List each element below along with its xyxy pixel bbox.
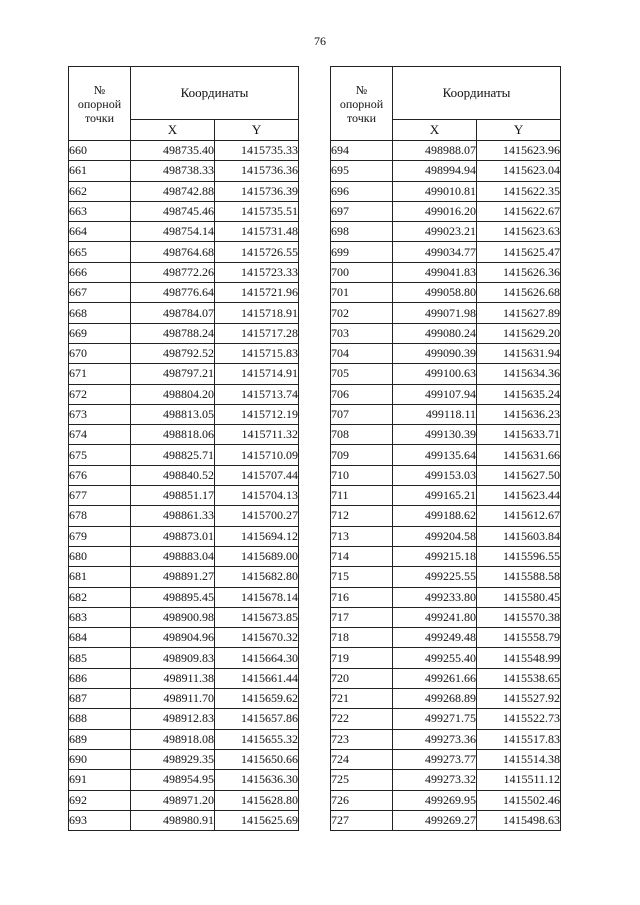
table-row [69, 628, 299, 648]
y-coordinate-cell: 1415527.92 [477, 689, 561, 709]
y-coordinate-cell: 1415588.58 [477, 567, 561, 587]
point-number-cell: 670 [69, 343, 131, 363]
x-coordinate-cell: 498994.94 [393, 161, 477, 181]
point-number-cell: 709 [331, 445, 393, 465]
x-coordinate-cell: 499255.40 [393, 648, 477, 668]
x-coordinate-cell: 498735.40 [131, 141, 215, 161]
point-number-cell: 712 [331, 506, 393, 526]
y-coordinate-cell: 1415622.35 [477, 181, 561, 201]
table-row [331, 465, 561, 485]
table-row [331, 729, 561, 749]
point-number-cell: 708 [331, 425, 393, 445]
y-coordinate-cell: 1415623.96 [477, 141, 561, 161]
point-number-cell: 715 [331, 567, 393, 587]
table-row [69, 810, 299, 830]
point-number-cell: 714 [331, 546, 393, 566]
y-coordinate-cell: 1415517.83 [477, 729, 561, 749]
table-row [331, 343, 561, 363]
point-number-cell: 680 [69, 546, 131, 566]
x-coordinate-cell: 499100.63 [393, 364, 477, 384]
x-coordinate-cell: 498813.05 [131, 404, 215, 424]
point-number-cell: 705 [331, 364, 393, 384]
x-coordinate-cell: 499273.32 [393, 770, 477, 790]
x-coordinate-cell: 498911.70 [131, 689, 215, 709]
point-number-cell: 706 [331, 384, 393, 404]
x-coordinate-cell: 499080.24 [393, 323, 477, 343]
x-coordinate-cell: 498904.96 [131, 628, 215, 648]
point-label-line2: опорной [339, 96, 384, 111]
point-number-cell: 663 [69, 201, 131, 221]
x-coordinate-cell: 499153.03 [393, 465, 477, 485]
table-row [69, 303, 299, 323]
table-row [69, 141, 299, 161]
table-row [69, 323, 299, 343]
x-coordinate-cell: 498980.91 [131, 810, 215, 830]
y-coordinate-cell: 1415659.62 [215, 689, 299, 709]
y-coordinate-cell: 1415736.36 [215, 161, 299, 181]
y-coordinate-cell: 1415707.44 [215, 465, 299, 485]
y-coordinate-cell: 1415673.85 [215, 607, 299, 627]
point-number-cell: 707 [331, 404, 393, 424]
table-row [69, 770, 299, 790]
x-coordinate-cell: 499261.66 [393, 668, 477, 688]
x-coordinate-cell: 499135.64 [393, 445, 477, 465]
table-row [331, 567, 561, 587]
point-number-cell: 662 [69, 181, 131, 201]
y-coordinate-cell: 1415623.44 [477, 486, 561, 506]
point-number-cell: 704 [331, 343, 393, 363]
table-row [69, 242, 299, 262]
x-coordinate-cell: 498797.21 [131, 364, 215, 384]
x-coordinate-cell: 499071.98 [393, 303, 477, 323]
x-coordinate-cell: 498851.17 [131, 486, 215, 506]
point-number-cell: 674 [69, 425, 131, 445]
y-coordinate-cell: 1415700.27 [215, 506, 299, 526]
table-row [331, 689, 561, 709]
table-row [331, 283, 561, 303]
point-number-cell: 693 [69, 810, 131, 830]
table-row [331, 222, 561, 242]
x-coordinate-cell: 498918.08 [131, 729, 215, 749]
table-row [331, 607, 561, 627]
table-row [69, 790, 299, 810]
y-coordinate-cell: 1415634.36 [477, 364, 561, 384]
y-coordinate-cell: 1415715.83 [215, 343, 299, 363]
x-coordinate-cell: 499107.94 [393, 384, 477, 404]
x-column-header: X [393, 120, 477, 141]
point-number-cell: 727 [331, 810, 393, 830]
point-number-cell: 725 [331, 770, 393, 790]
point-number-cell: 698 [331, 222, 393, 242]
x-coordinate-cell: 498988.07 [393, 141, 477, 161]
y-coordinate-cell: 1415723.33 [215, 262, 299, 282]
table-row [331, 404, 561, 424]
y-coordinate-cell: 1415655.32 [215, 729, 299, 749]
point-label-line3: точки [346, 110, 377, 125]
point-number-cell: 692 [69, 790, 131, 810]
x-coordinate-cell: 499165.21 [393, 486, 477, 506]
x-coordinate-cell: 498772.26 [131, 262, 215, 282]
point-number-cell: 713 [331, 526, 393, 546]
y-coordinate-cell: 1415670.32 [215, 628, 299, 648]
x-coordinate-cell: 498764.68 [131, 242, 215, 262]
y-coordinate-cell: 1415694.12 [215, 526, 299, 546]
table-row [69, 729, 299, 749]
table-row [69, 222, 299, 242]
table-row [69, 262, 299, 282]
table-row [331, 303, 561, 323]
point-number-cell: 711 [331, 486, 393, 506]
point-number-cell: 694 [331, 141, 393, 161]
table-row [69, 404, 299, 424]
x-coordinate-cell: 498909.83 [131, 648, 215, 668]
table-row [69, 506, 299, 526]
y-coordinate-cell: 1415623.04 [477, 161, 561, 181]
y-coordinate-cell: 1415502.46 [477, 790, 561, 810]
table-row [331, 546, 561, 566]
x-coordinate-cell: 498742.88 [131, 181, 215, 201]
x-coordinate-cell: 498954.95 [131, 770, 215, 790]
x-coordinate-cell: 498873.01 [131, 526, 215, 546]
point-number-header [69, 67, 131, 141]
table-row [69, 607, 299, 627]
y-coordinate-cell: 1415625.69 [215, 810, 299, 830]
y-coordinate-cell: 1415625.47 [477, 242, 561, 262]
y-coordinate-cell: 1415635.24 [477, 384, 561, 404]
point-number-cell: 673 [69, 404, 131, 424]
table-row [69, 445, 299, 465]
table-row [331, 161, 561, 181]
x-coordinate-cell: 498971.20 [131, 790, 215, 810]
table-row [331, 749, 561, 769]
point-number-cell: 661 [69, 161, 131, 181]
table-row [331, 201, 561, 221]
point-number-cell: 691 [69, 770, 131, 790]
y-coordinate-cell: 1415661.44 [215, 668, 299, 688]
y-coordinate-cell: 1415664.30 [215, 648, 299, 668]
point-number-cell: 687 [69, 689, 131, 709]
x-coordinate-cell: 499249.48 [393, 628, 477, 648]
point-number-cell: 676 [69, 465, 131, 485]
y-coordinate-cell: 1415636.23 [477, 404, 561, 424]
point-number-cell: 724 [331, 749, 393, 769]
point-number-cell: 677 [69, 486, 131, 506]
x-coordinate-cell: 498738.33 [131, 161, 215, 181]
x-coordinate-cell: 499041.83 [393, 262, 477, 282]
x-coordinate-cell: 499269.27 [393, 810, 477, 830]
y-coordinate-cell: 1415622.67 [477, 201, 561, 221]
x-coordinate-cell: 499268.89 [393, 689, 477, 709]
x-coordinate-cell: 498788.24 [131, 323, 215, 343]
table-row [69, 486, 299, 506]
point-number-cell: 669 [69, 323, 131, 343]
y-coordinate-cell: 1415538.65 [477, 668, 561, 688]
y-coordinate-cell: 1415626.36 [477, 262, 561, 282]
point-number-cell: 685 [69, 648, 131, 668]
x-coordinate-cell: 498861.33 [131, 506, 215, 526]
y-coordinate-cell: 1415718.91 [215, 303, 299, 323]
table-row [331, 790, 561, 810]
coordinates-header: Координаты [393, 67, 561, 120]
y-coordinate-cell: 1415627.89 [477, 303, 561, 323]
point-number-cell: 681 [69, 567, 131, 587]
y-coordinate-cell: 1415514.38 [477, 749, 561, 769]
x-coordinate-cell: 498825.71 [131, 445, 215, 465]
point-number-cell: 690 [69, 749, 131, 769]
y-coordinate-cell: 1415735.51 [215, 201, 299, 221]
x-coordinate-cell: 498754.14 [131, 222, 215, 242]
y-coordinate-cell: 1415736.39 [215, 181, 299, 201]
y-coordinate-cell: 1415650.66 [215, 749, 299, 769]
point-number-cell: 723 [331, 729, 393, 749]
point-number-cell: 721 [331, 689, 393, 709]
y-coordinate-cell: 1415548.99 [477, 648, 561, 668]
table-row [331, 486, 561, 506]
x-coordinate-cell: 498912.83 [131, 709, 215, 729]
point-number-cell: 688 [69, 709, 131, 729]
point-number-cell: 697 [331, 201, 393, 221]
table-row [331, 810, 561, 830]
page-number: 76 [314, 34, 326, 48]
table-row [331, 384, 561, 404]
point-number-header [331, 67, 393, 141]
x-coordinate-cell: 499188.62 [393, 506, 477, 526]
point-number-cell: 684 [69, 628, 131, 648]
point-number-cell: 689 [69, 729, 131, 749]
point-number-cell: 683 [69, 607, 131, 627]
table-row [69, 587, 299, 607]
y-coordinate-cell: 1415721.96 [215, 283, 299, 303]
x-coordinate-cell: 499090.39 [393, 343, 477, 363]
table-row [69, 567, 299, 587]
point-number-cell: 664 [69, 222, 131, 242]
number-sign-label: № [355, 82, 368, 97]
y-column-header: Y [477, 120, 561, 141]
x-coordinate-cell: 498911.38 [131, 668, 215, 688]
y-coordinate-cell: 1415570.38 [477, 607, 561, 627]
point-number-cell: 666 [69, 262, 131, 282]
x-coordinate-cell: 499023.21 [393, 222, 477, 242]
x-coordinate-cell: 499016.20 [393, 201, 477, 221]
x-coordinate-cell: 498895.45 [131, 587, 215, 607]
table-row [69, 546, 299, 566]
coordinates-table-right [330, 66, 561, 831]
point-number-cell: 716 [331, 587, 393, 607]
point-number-cell: 720 [331, 668, 393, 688]
table-row [331, 262, 561, 282]
y-coordinate-cell: 1415628.80 [215, 790, 299, 810]
point-number-cell: 701 [331, 283, 393, 303]
table-row [69, 384, 299, 404]
y-coordinate-cell: 1415626.68 [477, 283, 561, 303]
y-coordinate-cell: 1415631.94 [477, 343, 561, 363]
table-row [331, 628, 561, 648]
y-coordinate-cell: 1415657.86 [215, 709, 299, 729]
y-coordinate-cell: 1415603.84 [477, 526, 561, 546]
table-row [69, 201, 299, 221]
point-number-cell: 702 [331, 303, 393, 323]
point-number-cell: 671 [69, 364, 131, 384]
point-number-cell: 718 [331, 628, 393, 648]
x-coordinate-cell: 499215.18 [393, 546, 477, 566]
y-coordinate-cell: 1415726.55 [215, 242, 299, 262]
table-row [331, 425, 561, 445]
point-number-cell: 722 [331, 709, 393, 729]
y-coordinate-cell: 1415522.73 [477, 709, 561, 729]
point-number-cell: 703 [331, 323, 393, 343]
x-coordinate-cell: 498804.20 [131, 384, 215, 404]
x-coordinate-cell: 498900.98 [131, 607, 215, 627]
table-row [331, 242, 561, 262]
x-coordinate-cell: 498792.52 [131, 343, 215, 363]
x-coordinate-cell: 498776.64 [131, 283, 215, 303]
table-row [69, 283, 299, 303]
x-coordinate-cell: 498929.35 [131, 749, 215, 769]
y-coordinate-cell: 1415710.09 [215, 445, 299, 465]
point-number-cell: 672 [69, 384, 131, 404]
x-coordinate-cell: 498818.06 [131, 425, 215, 445]
x-coordinate-cell: 499010.81 [393, 181, 477, 201]
x-coordinate-cell: 499058.80 [393, 283, 477, 303]
table-row [331, 587, 561, 607]
point-number-cell: 668 [69, 303, 131, 323]
y-coordinate-cell: 1415682.80 [215, 567, 299, 587]
point-number-cell: 696 [331, 181, 393, 201]
y-coordinate-cell: 1415612.67 [477, 506, 561, 526]
y-coordinate-cell: 1415631.66 [477, 445, 561, 465]
coordinates-header: Координаты [131, 67, 299, 120]
table-row [69, 364, 299, 384]
y-column-header: Y [215, 120, 299, 141]
table-row [69, 689, 299, 709]
y-coordinate-cell: 1415712.19 [215, 404, 299, 424]
table-row [331, 181, 561, 201]
point-number-cell: 660 [69, 141, 131, 161]
x-coordinate-cell: 499241.80 [393, 607, 477, 627]
point-number-cell: 710 [331, 465, 393, 485]
point-number-cell: 726 [331, 790, 393, 810]
y-coordinate-cell: 1415498.63 [477, 810, 561, 830]
number-sign-label: № [93, 82, 106, 97]
coordinates-table-left [68, 66, 299, 831]
table-row [69, 425, 299, 445]
point-number-cell: 682 [69, 587, 131, 607]
x-coordinate-cell: 499273.77 [393, 749, 477, 769]
point-number-cell: 699 [331, 242, 393, 262]
y-coordinate-cell: 1415623.63 [477, 222, 561, 242]
x-coordinate-cell: 498784.07 [131, 303, 215, 323]
x-coordinate-cell: 499204.58 [393, 526, 477, 546]
point-number-cell: 700 [331, 262, 393, 282]
x-coordinate-cell: 499271.75 [393, 709, 477, 729]
y-coordinate-cell: 1415735.33 [215, 141, 299, 161]
y-coordinate-cell: 1415689.00 [215, 546, 299, 566]
y-coordinate-cell: 1415511.12 [477, 770, 561, 790]
point-label-line3: точки [84, 110, 115, 125]
table-row [331, 364, 561, 384]
table-row [69, 749, 299, 769]
point-number-cell: 679 [69, 526, 131, 546]
y-coordinate-cell: 1415636.30 [215, 770, 299, 790]
y-coordinate-cell: 1415629.20 [477, 323, 561, 343]
x-coordinate-cell: 499273.36 [393, 729, 477, 749]
y-coordinate-cell: 1415731.48 [215, 222, 299, 242]
point-number-cell: 667 [69, 283, 131, 303]
table-row [69, 668, 299, 688]
x-column-header: X [131, 120, 215, 141]
y-coordinate-cell: 1415580.45 [477, 587, 561, 607]
table-row [69, 343, 299, 363]
y-coordinate-cell: 1415596.55 [477, 546, 561, 566]
y-coordinate-cell: 1415717.28 [215, 323, 299, 343]
table-row [69, 648, 299, 668]
x-coordinate-cell: 498891.27 [131, 567, 215, 587]
x-coordinate-cell: 499130.39 [393, 425, 477, 445]
point-label-line2: опорной [77, 96, 122, 111]
y-coordinate-cell: 1415711.32 [215, 425, 299, 445]
table-row [331, 141, 561, 161]
point-number-cell: 675 [69, 445, 131, 465]
y-coordinate-cell: 1415633.71 [477, 425, 561, 445]
x-coordinate-cell: 499233.80 [393, 587, 477, 607]
table-row [331, 770, 561, 790]
point-number-cell: 686 [69, 668, 131, 688]
y-coordinate-cell: 1415627.50 [477, 465, 561, 485]
point-number-cell: 665 [69, 242, 131, 262]
y-coordinate-cell: 1415704.13 [215, 486, 299, 506]
table-row [331, 709, 561, 729]
x-coordinate-cell: 498840.52 [131, 465, 215, 485]
y-coordinate-cell: 1415714.91 [215, 364, 299, 384]
point-number-cell: 717 [331, 607, 393, 627]
table-row [69, 181, 299, 201]
point-number-cell: 695 [331, 161, 393, 181]
y-coordinate-cell: 1415713.74 [215, 384, 299, 404]
point-number-cell: 719 [331, 648, 393, 668]
table-row [331, 506, 561, 526]
table-row [69, 465, 299, 485]
x-coordinate-cell: 499269.95 [393, 790, 477, 810]
table-row [69, 526, 299, 546]
table-row [331, 668, 561, 688]
y-coordinate-cell: 1415678.14 [215, 587, 299, 607]
table-row [331, 526, 561, 546]
x-coordinate-cell: 499118.11 [393, 404, 477, 424]
x-coordinate-cell: 498745.46 [131, 201, 215, 221]
table-row [69, 161, 299, 181]
table-row [331, 323, 561, 343]
table-row [331, 648, 561, 668]
x-coordinate-cell: 499225.55 [393, 567, 477, 587]
x-coordinate-cell: 499034.77 [393, 242, 477, 262]
table-row [331, 445, 561, 465]
y-coordinate-cell: 1415558.79 [477, 628, 561, 648]
point-number-cell: 678 [69, 506, 131, 526]
x-coordinate-cell: 498883.04 [131, 546, 215, 566]
table-row [69, 709, 299, 729]
